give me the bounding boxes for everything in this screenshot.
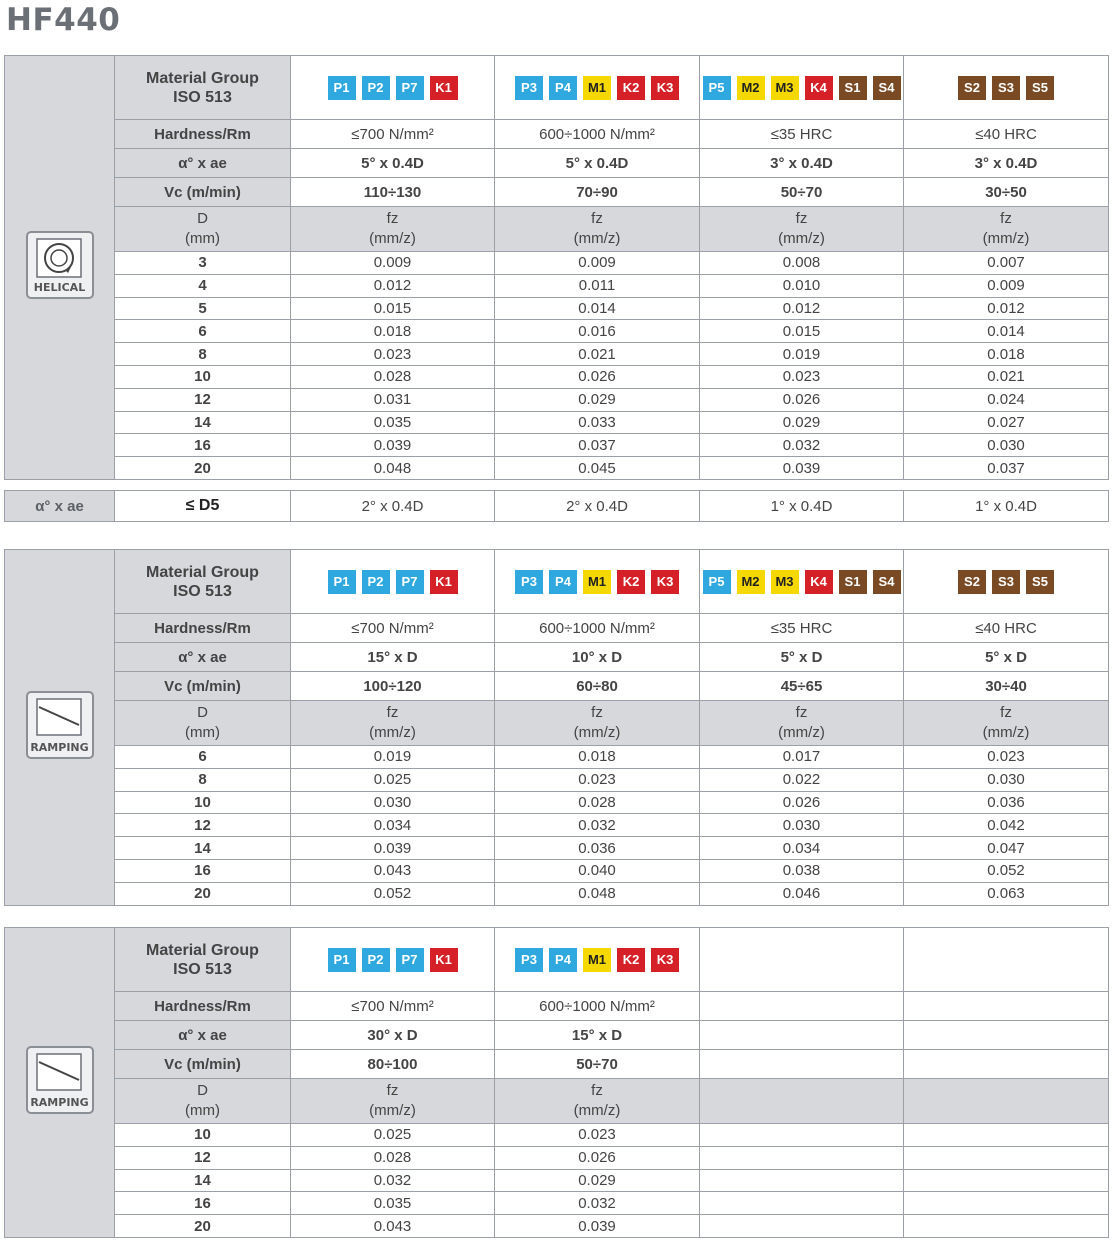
- hardness-value: ≤40 HRC: [904, 614, 1109, 643]
- helical-table: [4, 55, 1109, 480]
- fz-value: 0.026: [495, 1146, 700, 1169]
- helical-small-table: [4, 490, 1109, 522]
- fz-value: 0.018: [495, 746, 700, 769]
- fz-value: 0.039: [291, 837, 495, 860]
- diameter-value: 10: [115, 365, 291, 388]
- material-chip-s2: S2: [958, 570, 986, 594]
- vc-value: 30÷40: [904, 672, 1109, 701]
- fz-header: [700, 1079, 904, 1124]
- diameter-value: 4: [115, 274, 291, 297]
- material-chip-p7: P7: [396, 570, 424, 594]
- fz-value: 0.030: [700, 814, 904, 837]
- angle-value: 5° x D: [904, 643, 1109, 672]
- fz-header: fz (mm/z): [495, 701, 700, 746]
- fz-value: 0.039: [700, 457, 904, 480]
- material-chips: [495, 76, 699, 100]
- vc-label: Vc (m/min): [115, 178, 291, 207]
- fz-value: 0.052: [291, 882, 495, 905]
- fz-value: 0.063: [904, 882, 1109, 905]
- fz-value: 0.027: [904, 411, 1109, 434]
- table-row: [5, 859, 1109, 882]
- fz-value: 0.029: [700, 411, 904, 434]
- diameter-value: 12: [115, 814, 291, 837]
- fz-value: 0.035: [291, 411, 495, 434]
- angle-label: α° x ae: [115, 149, 291, 178]
- fz-value: 0.023: [904, 746, 1109, 769]
- hardness-value: ≤700 N/mm²: [291, 120, 495, 149]
- ramping-icon-box: [26, 1046, 94, 1114]
- angle-value: [700, 1021, 904, 1050]
- fz-value: 0.014: [495, 297, 700, 320]
- material-chip-k2: K2: [617, 948, 645, 972]
- material-chip-p5: P5: [703, 76, 731, 100]
- material-chip-k2: K2: [617, 570, 645, 594]
- material-chip-s2: S2: [958, 76, 986, 100]
- fz-value: [700, 1192, 904, 1215]
- fz-value: 0.038: [700, 859, 904, 882]
- fz-value: [904, 1146, 1109, 1169]
- table-row: [5, 457, 1109, 480]
- material-chip-k1: K1: [430, 76, 458, 100]
- fz-value: [904, 1192, 1109, 1215]
- diameter-value: 16: [115, 859, 291, 882]
- fz-value: 0.023: [700, 365, 904, 388]
- material-chip-p3: P3: [515, 948, 543, 972]
- table-row: [5, 411, 1109, 434]
- material-group-cell: [495, 56, 700, 120]
- small-condition: ≤ D5: [115, 491, 291, 522]
- helical-side-panel: [5, 56, 115, 480]
- material-chip-m1: M1: [583, 948, 611, 972]
- material-group-label: Material Group ISO 513: [115, 928, 291, 992]
- fz-value: 0.029: [495, 388, 700, 411]
- vc-value: [700, 1050, 904, 1079]
- small-angle-value: 1° x 0.4D: [700, 491, 904, 522]
- angle-label: α° x ae: [115, 1021, 291, 1050]
- vc-label: Vc (m/min): [115, 672, 291, 701]
- fz-value: [700, 1124, 904, 1147]
- fz-value: 0.031: [291, 388, 495, 411]
- fz-value: 0.034: [700, 837, 904, 860]
- hardness-value: [700, 992, 904, 1021]
- diameter-value: 3: [115, 252, 291, 275]
- fz-value: 0.018: [904, 343, 1109, 366]
- vc-value: 30÷50: [904, 178, 1109, 207]
- table-row: [5, 1124, 1109, 1147]
- fz-value: 0.037: [904, 457, 1109, 480]
- fz-value: 0.016: [495, 320, 700, 343]
- fz-value: 0.030: [904, 434, 1109, 457]
- vc-label: Vc (m/min): [115, 1050, 291, 1079]
- table-row: [5, 814, 1109, 837]
- diameter-value: 10: [115, 1124, 291, 1147]
- fz-header: fz (mm/z): [291, 701, 495, 746]
- vc-value: 100÷120: [291, 672, 495, 701]
- fz-header: fz (mm/z): [495, 207, 700, 252]
- diameter-value: 5: [115, 297, 291, 320]
- table-row: [5, 882, 1109, 905]
- diameter-value: 12: [115, 388, 291, 411]
- fz-header: fz (mm/z): [904, 207, 1109, 252]
- hardness-value: ≤35 HRC: [700, 614, 904, 643]
- hardness-value: ≤700 N/mm²: [291, 992, 495, 1021]
- fz-value: 0.046: [700, 882, 904, 905]
- material-chip-k4: K4: [805, 76, 833, 100]
- fz-value: 0.048: [495, 882, 700, 905]
- material-chips: [700, 570, 903, 594]
- fz-value: 0.015: [700, 320, 904, 343]
- table-row: [5, 1146, 1109, 1169]
- diameter-value: 8: [115, 768, 291, 791]
- fz-header: fz (mm/z): [291, 207, 495, 252]
- hardness-label: Hardness/Rm: [115, 992, 291, 1021]
- diameter-value: 6: [115, 320, 291, 343]
- fz-value: 0.011: [495, 274, 700, 297]
- fz-value: [904, 1169, 1109, 1192]
- material-chip-p2: P2: [362, 948, 390, 972]
- fz-value: [904, 1124, 1109, 1147]
- fz-value: 0.029: [495, 1169, 700, 1192]
- material-chip-s5: S5: [1026, 570, 1054, 594]
- material-chip-p4: P4: [549, 76, 577, 100]
- diameter-value: 8: [115, 343, 291, 366]
- table-row: [5, 320, 1109, 343]
- material-chip-p5: P5: [703, 570, 731, 594]
- ramping-caption: RAMPING: [30, 1096, 89, 1110]
- material-group-label: Material Group ISO 513: [115, 56, 291, 120]
- table-row: [5, 1192, 1109, 1215]
- diameter-value: 16: [115, 1192, 291, 1215]
- material-chip-k1: K1: [430, 570, 458, 594]
- vc-value: 110÷130: [291, 178, 495, 207]
- material-chips: [495, 570, 699, 594]
- table-row: [5, 791, 1109, 814]
- diameter-header: D (mm): [115, 701, 291, 746]
- fz-value: 0.012: [904, 297, 1109, 320]
- material-chip-p3: P3: [515, 76, 543, 100]
- material-chip-p1: P1: [328, 570, 356, 594]
- material-chip-p4: P4: [549, 948, 577, 972]
- fz-value: 0.019: [700, 343, 904, 366]
- hardness-label: Hardness/Rm: [115, 614, 291, 643]
- fz-value: 0.028: [495, 791, 700, 814]
- fz-value: 0.024: [904, 388, 1109, 411]
- fz-value: 0.009: [495, 252, 700, 275]
- material-chips: [904, 570, 1108, 594]
- diameter-value: 20: [115, 457, 291, 480]
- table-row: [5, 837, 1109, 860]
- material-chip-k1: K1: [430, 948, 458, 972]
- angle-value: 5° x 0.4D: [495, 149, 700, 178]
- ramping-icon: [35, 1052, 83, 1092]
- ramping-icon: [35, 697, 83, 737]
- vc-value: 45÷65: [700, 672, 904, 701]
- material-chip-k3: K3: [651, 76, 679, 100]
- fz-value: [700, 1146, 904, 1169]
- fz-value: [700, 1215, 904, 1238]
- diameter-value: 16: [115, 434, 291, 457]
- table-row: [5, 388, 1109, 411]
- ramping1-side-panel: [5, 550, 115, 906]
- fz-value: 0.048: [291, 457, 495, 480]
- vc-value: 50÷70: [700, 178, 904, 207]
- vc-value: 60÷80: [495, 672, 700, 701]
- fz-header: [904, 1079, 1109, 1124]
- angle-value: 5° x D: [700, 643, 904, 672]
- material-group-cell: [291, 550, 495, 614]
- fz-value: 0.026: [700, 388, 904, 411]
- fz-value: 0.033: [495, 411, 700, 434]
- fz-value: 0.032: [495, 1192, 700, 1215]
- fz-value: 0.010: [700, 274, 904, 297]
- fz-value: 0.017: [700, 746, 904, 769]
- material-chip-k3: K3: [651, 570, 679, 594]
- table-row: [5, 1169, 1109, 1192]
- ramping-caption: RAMPING: [30, 741, 89, 755]
- hardness-value: ≤35 HRC: [700, 120, 904, 149]
- material-chip-p7: P7: [396, 948, 424, 972]
- hardness-label: Hardness/Rm: [115, 120, 291, 149]
- fz-value: 0.023: [291, 343, 495, 366]
- diameter-value: 6: [115, 746, 291, 769]
- table-row: [5, 1215, 1109, 1238]
- table-row: [5, 343, 1109, 366]
- angle-value: 5° x 0.4D: [291, 149, 495, 178]
- table-row: [5, 365, 1109, 388]
- fz-value: 0.032: [291, 1169, 495, 1192]
- diameter-value: 14: [115, 837, 291, 860]
- fz-value: 0.032: [495, 814, 700, 837]
- material-group-cell: [495, 550, 700, 614]
- angle-value: 15° x D: [495, 1021, 700, 1050]
- material-chip-s1: S1: [839, 76, 867, 100]
- fz-value: 0.028: [291, 365, 495, 388]
- fz-value: 0.052: [904, 859, 1109, 882]
- diameter-value: 20: [115, 882, 291, 905]
- angle-label: α° x ae: [115, 643, 291, 672]
- fz-value: 0.014: [904, 320, 1109, 343]
- fz-value: 0.023: [495, 768, 700, 791]
- angle-value: 3° x 0.4D: [904, 149, 1109, 178]
- material-chip-p2: P2: [362, 570, 390, 594]
- material-chip-m3: M3: [771, 570, 799, 594]
- fz-value: 0.042: [904, 814, 1109, 837]
- material-chip-p4: P4: [549, 570, 577, 594]
- material-chip-s4: S4: [873, 76, 901, 100]
- material-chip-m2: M2: [737, 76, 765, 100]
- fz-value: 0.026: [700, 791, 904, 814]
- fz-value: 0.034: [291, 814, 495, 837]
- diameter-value: 10: [115, 791, 291, 814]
- fz-header: fz (mm/z): [700, 207, 904, 252]
- material-chips: [700, 76, 903, 100]
- fz-value: 0.040: [495, 859, 700, 882]
- angle-value: 30° x D: [291, 1021, 495, 1050]
- fz-value: [904, 1215, 1109, 1238]
- material-group-cell: [904, 550, 1109, 614]
- material-chip-k4: K4: [805, 570, 833, 594]
- fz-value: 0.007: [904, 252, 1109, 275]
- ramping2-side-panel: [5, 928, 115, 1238]
- fz-value: 0.022: [700, 768, 904, 791]
- material-chips: [495, 948, 699, 972]
- material-chip-p7: P7: [396, 76, 424, 100]
- fz-value: 0.019: [291, 746, 495, 769]
- table-row: [5, 746, 1109, 769]
- ramping2-table: [4, 927, 1109, 1238]
- fz-header: fz (mm/z): [700, 701, 904, 746]
- diameter-value: 12: [115, 1146, 291, 1169]
- table-row: [5, 297, 1109, 320]
- fz-value: 0.032: [700, 434, 904, 457]
- material-chip-s3: S3: [992, 570, 1020, 594]
- fz-value: 0.037: [495, 434, 700, 457]
- helical-caption: HELICAL: [33, 281, 86, 295]
- fz-value: 0.043: [291, 1215, 495, 1238]
- material-chip-p2: P2: [362, 76, 390, 100]
- fz-value: 0.012: [700, 297, 904, 320]
- material-chip-m3: M3: [771, 76, 799, 100]
- fz-header: fz (mm/z): [291, 1079, 495, 1124]
- hardness-value: ≤700 N/mm²: [291, 614, 495, 643]
- angle-value: 3° x 0.4D: [700, 149, 904, 178]
- material-chip-m1: M1: [583, 570, 611, 594]
- fz-value: 0.045: [495, 457, 700, 480]
- material-chip-p3: P3: [515, 570, 543, 594]
- table-row: [5, 274, 1109, 297]
- material-group-label: Material Group ISO 513: [115, 550, 291, 614]
- page-title: HF440: [6, 2, 121, 38]
- material-chip-m1: M1: [583, 76, 611, 100]
- material-group-cell: [700, 550, 904, 614]
- vc-value: 80÷100: [291, 1050, 495, 1079]
- material-chip-m2: M2: [737, 570, 765, 594]
- small-angle-value: 1° x 0.4D: [904, 491, 1109, 522]
- ramping1-table: [4, 549, 1109, 906]
- fz-value: 0.035: [291, 1192, 495, 1215]
- fz-value: 0.043: [291, 859, 495, 882]
- angle-value: [904, 1021, 1109, 1050]
- diameter-header: D (mm): [115, 1079, 291, 1124]
- fz-value: 0.030: [904, 768, 1109, 791]
- material-chips: [904, 76, 1108, 100]
- material-chip-p1: P1: [328, 948, 356, 972]
- fz-value: 0.047: [904, 837, 1109, 860]
- angle-value: 15° x D: [291, 643, 495, 672]
- small-angle-label: α° x ae: [5, 491, 115, 522]
- fz-value: 0.009: [291, 252, 495, 275]
- hardness-value: 600÷1000 N/mm²: [495, 992, 700, 1021]
- fz-value: 0.036: [495, 837, 700, 860]
- fz-value: 0.023: [495, 1124, 700, 1147]
- fz-value: 0.025: [291, 768, 495, 791]
- material-group-cell: [495, 928, 700, 992]
- material-chip-k2: K2: [617, 76, 645, 100]
- hardness-value: 600÷1000 N/mm²: [495, 614, 700, 643]
- material-chip-s3: S3: [992, 76, 1020, 100]
- material-chips: [291, 76, 494, 100]
- fz-value: 0.021: [495, 343, 700, 366]
- fz-value: 0.018: [291, 320, 495, 343]
- material-chips: [291, 948, 494, 972]
- material-group-cell: [700, 928, 904, 992]
- table-row: [5, 252, 1109, 275]
- fz-value: 0.039: [495, 1215, 700, 1238]
- material-chip-p1: P1: [328, 76, 356, 100]
- diameter-value: 14: [115, 411, 291, 434]
- fz-header: fz (mm/z): [904, 701, 1109, 746]
- fz-value: 0.030: [291, 791, 495, 814]
- material-group-cell: [291, 928, 495, 992]
- table-row: [5, 434, 1109, 457]
- fz-value: 0.028: [291, 1146, 495, 1169]
- vc-value: [904, 1050, 1109, 1079]
- diameter-value: 14: [115, 1169, 291, 1192]
- diameter-header: D (mm): [115, 207, 291, 252]
- fz-value: 0.008: [700, 252, 904, 275]
- helical-icon-box: [26, 231, 94, 299]
- hardness-value: 600÷1000 N/mm²: [495, 120, 700, 149]
- fz-value: 0.021: [904, 365, 1109, 388]
- fz-value: 0.015: [291, 297, 495, 320]
- material-chip-s4: S4: [873, 570, 901, 594]
- hardness-value: [904, 992, 1109, 1021]
- vc-value: 70÷90: [495, 178, 700, 207]
- fz-value: 0.012: [291, 274, 495, 297]
- material-group-cell: [904, 928, 1109, 992]
- material-chip-k3: K3: [651, 948, 679, 972]
- fz-value: 0.025: [291, 1124, 495, 1147]
- material-chip-s1: S1: [839, 570, 867, 594]
- fz-value: 0.036: [904, 791, 1109, 814]
- material-chip-s5: S5: [1026, 76, 1054, 100]
- table-row: [5, 768, 1109, 791]
- fz-value: 0.039: [291, 434, 495, 457]
- angle-value: 10° x D: [495, 643, 700, 672]
- vc-value: 50÷70: [495, 1050, 700, 1079]
- fz-value: 0.026: [495, 365, 700, 388]
- material-group-cell: [700, 56, 904, 120]
- hardness-value: ≤40 HRC: [904, 120, 1109, 149]
- ramping-icon-box: [26, 691, 94, 759]
- small-angle-value: 2° x 0.4D: [291, 491, 495, 522]
- material-group-cell: [904, 56, 1109, 120]
- fz-header: fz (mm/z): [495, 1079, 700, 1124]
- fz-value: 0.009: [904, 274, 1109, 297]
- helical-icon: [35, 237, 83, 279]
- fz-value: [700, 1169, 904, 1192]
- diameter-value: 20: [115, 1215, 291, 1238]
- material-group-cell: [291, 56, 495, 120]
- small-angle-value: 2° x 0.4D: [495, 491, 700, 522]
- material-chips: [291, 570, 494, 594]
